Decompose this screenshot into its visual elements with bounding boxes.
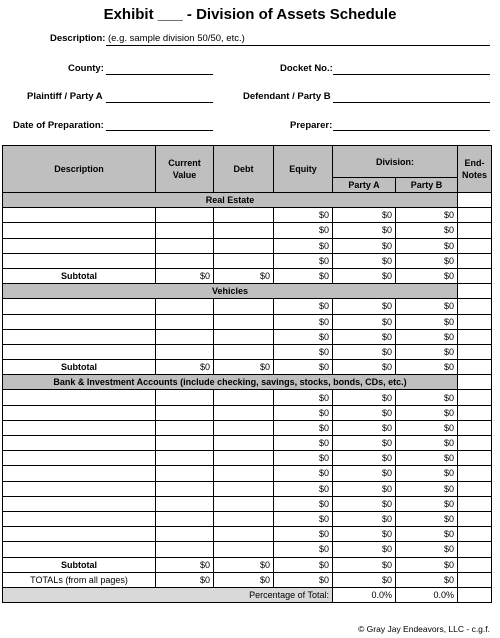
equity-cell: $0 [274, 527, 333, 542]
equity-cell: $0 [274, 314, 333, 329]
defendant-field[interactable] [333, 102, 490, 103]
endnote-cell[interactable] [458, 193, 492, 208]
party-b-cell: $0 [396, 542, 458, 557]
totals-row [3, 572, 492, 587]
debt-cell[interactable] [214, 511, 274, 526]
subtotal-equity: $0 [274, 360, 333, 375]
party-b-cell: $0 [396, 299, 458, 314]
description-cell[interactable] [3, 314, 156, 329]
endnote-cell[interactable] [458, 344, 492, 359]
party-b-cell: $0 [396, 496, 458, 511]
party-b-cell: $0 [396, 314, 458, 329]
equity-cell: $0 [274, 299, 333, 314]
percentage-row [3, 587, 492, 602]
section-title: Bank & Investment Accounts (include checking, savings, stocks, bonds, CDs, etc.) [3, 375, 458, 390]
assets-table [2, 145, 492, 603]
debt-cell[interactable] [214, 451, 274, 466]
endnote-cell[interactable] [458, 253, 492, 268]
header-party-a: Party A [333, 178, 396, 193]
endnote-cell[interactable] [458, 329, 492, 344]
table-row [3, 314, 492, 329]
subtotal-current-value: $0 [156, 557, 214, 572]
party-b-cell: $0 [396, 390, 458, 405]
party-b-cell: $0 [396, 223, 458, 238]
equity-cell: $0 [274, 329, 333, 344]
totals-current-value: $0 [156, 572, 214, 587]
description-line[interactable] [106, 45, 490, 46]
endnote-cell[interactable] [458, 238, 492, 253]
page-title: Exhibit ___ - Division of Assets Schedule [103, 6, 397, 23]
debt-cell[interactable] [214, 466, 274, 481]
subtotal-party-b: $0 [396, 557, 458, 572]
endnote-cell[interactable] [458, 405, 492, 420]
current-value-cell[interactable] [156, 329, 214, 344]
county-field[interactable] [106, 74, 213, 75]
party-b-cell: $0 [396, 527, 458, 542]
endnote-cell[interactable] [458, 390, 492, 405]
subtotal-party-b: $0 [396, 360, 458, 375]
endnote-cell[interactable] [458, 314, 492, 329]
subtotal-party-b: $0 [396, 268, 458, 283]
equity-cell: $0 [274, 511, 333, 526]
description-cell[interactable] [3, 238, 156, 253]
description-cell[interactable] [3, 542, 156, 557]
party-a-cell: $0 [333, 238, 396, 253]
party-a-cell: $0 [333, 542, 396, 557]
current-value-cell[interactable] [156, 542, 214, 557]
debt-cell[interactable] [214, 405, 274, 420]
debt-cell[interactable] [214, 436, 274, 451]
subtotal-debt: $0 [214, 360, 274, 375]
table-row [3, 405, 492, 420]
current-value-cell[interactable] [156, 420, 214, 435]
equity-cell: $0 [274, 420, 333, 435]
subtotal-current-value: $0 [156, 360, 214, 375]
debt-cell[interactable] [214, 542, 274, 557]
subtotal-debt: $0 [214, 268, 274, 283]
party-a-cell: $0 [333, 405, 396, 420]
endnote-cell[interactable] [458, 466, 492, 481]
equity-cell: $0 [274, 481, 333, 496]
copyright-footer: © Gray Jay Endeavors, LLC - c.g.f. [358, 624, 490, 634]
endnote-cell[interactable] [458, 451, 492, 466]
party-a-cell: $0 [333, 420, 396, 435]
party-b-cell: $0 [396, 253, 458, 268]
party-b-cell: $0 [396, 405, 458, 420]
table-row [3, 527, 492, 542]
description-cell[interactable] [3, 436, 156, 451]
equity-cell: $0 [274, 238, 333, 253]
subtotal-debt: $0 [214, 557, 274, 572]
party-a-cell: $0 [333, 390, 396, 405]
description-cell[interactable] [3, 344, 156, 359]
docket-label: Docket No.: [280, 63, 333, 74]
endnote-cell[interactable] [458, 299, 492, 314]
endnote-cell[interactable] [458, 360, 492, 375]
equity-cell: $0 [274, 496, 333, 511]
party-b-cell: $0 [396, 511, 458, 526]
totals-debt: $0 [214, 572, 274, 587]
defendant-label: Defendant / Party B [243, 91, 331, 102]
subtotal-row [3, 268, 492, 283]
totals-party-a: $0 [333, 572, 396, 587]
equity-cell: $0 [274, 542, 333, 557]
header-equity: Equity [274, 146, 333, 193]
subtotal-party-a: $0 [333, 360, 396, 375]
subtotal-row [3, 557, 492, 572]
description-cell[interactable] [3, 223, 156, 238]
percentage-label: Percentage of Total: [3, 587, 333, 602]
endnote-cell[interactable] [458, 420, 492, 435]
county-label: County: [68, 63, 104, 74]
debt-cell[interactable] [214, 481, 274, 496]
party-a-cell: $0 [333, 299, 396, 314]
subtotal-party-a: $0 [333, 557, 396, 572]
debt-cell[interactable] [214, 253, 274, 268]
description-value[interactable]: (e.g. sample division 50/50, etc.) [108, 33, 245, 44]
header-description: Description [3, 146, 156, 193]
party-a-cell: $0 [333, 329, 396, 344]
plaintiff-field[interactable] [106, 102, 213, 103]
totals-party-b: $0 [396, 572, 458, 587]
debt-cell[interactable] [214, 496, 274, 511]
party-a-cell: $0 [333, 314, 396, 329]
current-value-cell[interactable] [156, 466, 214, 481]
equity-cell: $0 [274, 344, 333, 359]
table-row [3, 253, 492, 268]
table-row [3, 542, 492, 557]
debt-cell[interactable] [214, 223, 274, 238]
table-row [3, 496, 492, 511]
current-value-cell[interactable] [156, 496, 214, 511]
current-value-cell[interactable] [156, 344, 214, 359]
plaintiff-label: Plaintiff / Party A [27, 91, 103, 102]
subtotal-label: Subtotal [3, 268, 156, 283]
endnote-cell[interactable] [458, 436, 492, 451]
section-title: Real Estate [3, 193, 458, 208]
party-a-cell: $0 [333, 223, 396, 238]
subtotal-equity: $0 [274, 557, 333, 572]
description-cell[interactable] [3, 329, 156, 344]
endnote-cell[interactable] [458, 375, 492, 390]
percentage-party-a: 0.0% [333, 587, 396, 602]
debt-cell[interactable] [214, 527, 274, 542]
endnote-cell[interactable] [458, 542, 492, 557]
description-cell[interactable] [3, 253, 156, 268]
table-row [3, 511, 492, 526]
party-a-cell: $0 [333, 511, 396, 526]
party-a-cell: $0 [333, 496, 396, 511]
description-cell[interactable] [3, 511, 156, 526]
party-a-cell: $0 [333, 344, 396, 359]
endnote-cell[interactable] [458, 223, 492, 238]
table-row [3, 208, 492, 223]
debt-cell[interactable] [214, 390, 274, 405]
subtotal-row [3, 360, 492, 375]
date-field[interactable] [106, 130, 213, 131]
party-b-cell: $0 [396, 208, 458, 223]
party-a-cell: $0 [333, 527, 396, 542]
header-debt: Debt [214, 146, 274, 193]
table-row [3, 238, 492, 253]
debt-cell[interactable] [214, 344, 274, 359]
party-b-cell: $0 [396, 238, 458, 253]
description-cell[interactable] [3, 299, 156, 314]
table-row [3, 299, 492, 314]
description-cell[interactable] [3, 405, 156, 420]
totals-label: TOTALs (from all pages) [3, 572, 156, 587]
preparer-label: Preparer: [290, 120, 333, 131]
endnote-cell[interactable] [458, 527, 492, 542]
date-label: Date of Preparation: [13, 120, 104, 131]
current-value-cell[interactable] [156, 451, 214, 466]
endnote-cell[interactable] [458, 268, 492, 283]
debt-cell[interactable] [214, 238, 274, 253]
description-cell[interactable] [3, 496, 156, 511]
endnote-cell[interactable] [458, 284, 492, 299]
table-row [3, 329, 492, 344]
party-a-cell: $0 [333, 451, 396, 466]
preparer-field[interactable] [333, 130, 490, 131]
table-row [3, 223, 492, 238]
current-value-cell[interactable] [156, 223, 214, 238]
party-a-cell: $0 [333, 208, 396, 223]
endnote-cell[interactable] [458, 511, 492, 526]
table-row [3, 436, 492, 451]
table-row [3, 420, 492, 435]
party-b-cell: $0 [396, 466, 458, 481]
equity-cell: $0 [274, 405, 333, 420]
party-b-cell: $0 [396, 436, 458, 451]
party-b-cell: $0 [396, 329, 458, 344]
party-a-cell: $0 [333, 253, 396, 268]
percentage-party-b: 0.0% [396, 587, 458, 602]
equity-cell: $0 [274, 466, 333, 481]
description-cell[interactable] [3, 390, 156, 405]
current-value-cell[interactable] [156, 390, 214, 405]
current-value-cell[interactable] [156, 527, 214, 542]
debt-cell[interactable] [214, 314, 274, 329]
section-header-row [3, 284, 492, 299]
description-cell[interactable] [3, 208, 156, 223]
header-party-b: Party B [396, 178, 458, 193]
section-header-row [3, 193, 492, 208]
debt-cell[interactable] [214, 420, 274, 435]
current-value-cell[interactable] [156, 299, 214, 314]
docket-field[interactable] [333, 74, 490, 75]
party-b-cell: $0 [396, 420, 458, 435]
subtotal-party-a: $0 [333, 268, 396, 283]
current-value-cell[interactable] [156, 511, 214, 526]
table-body [3, 193, 492, 603]
debt-cell[interactable] [214, 299, 274, 314]
current-value-cell[interactable] [156, 208, 214, 223]
debt-cell[interactable] [214, 208, 274, 223]
section-title: Vehicles [3, 284, 458, 299]
description-cell[interactable] [3, 527, 156, 542]
equity-cell: $0 [274, 253, 333, 268]
subtotal-label: Subtotal [3, 557, 156, 572]
equity-cell: $0 [274, 436, 333, 451]
current-value-cell[interactable] [156, 436, 214, 451]
endnote-cell[interactable] [458, 208, 492, 223]
debt-cell[interactable] [214, 329, 274, 344]
table-row [3, 481, 492, 496]
party-b-cell: $0 [396, 451, 458, 466]
table-row [3, 451, 492, 466]
endnote-cell[interactable] [458, 496, 492, 511]
table-row [3, 390, 492, 405]
current-value-cell[interactable] [156, 405, 214, 420]
header-current-value: Current Value [156, 146, 214, 193]
description-cell[interactable] [3, 420, 156, 435]
equity-cell: $0 [274, 223, 333, 238]
subtotal-current-value: $0 [156, 268, 214, 283]
totals-equity: $0 [274, 572, 333, 587]
party-b-cell: $0 [396, 344, 458, 359]
current-value-cell[interactable] [156, 314, 214, 329]
current-value-cell[interactable] [156, 238, 214, 253]
endnote-cell[interactable] [458, 572, 492, 587]
description-cell[interactable] [3, 481, 156, 496]
section-header-row [3, 375, 492, 390]
party-a-cell: $0 [333, 436, 396, 451]
description-cell[interactable] [3, 466, 156, 481]
endnote-cell[interactable] [458, 557, 492, 572]
description-label: Description: [50, 33, 106, 44]
endnote-cell[interactable] [458, 481, 492, 496]
table-row [3, 344, 492, 359]
equity-cell: $0 [274, 208, 333, 223]
subtotal-equity: $0 [274, 268, 333, 283]
party-a-cell: $0 [333, 481, 396, 496]
header-endnotes: End-Notes [458, 146, 492, 193]
party-a-cell: $0 [333, 466, 396, 481]
current-value-cell[interactable] [156, 253, 214, 268]
equity-cell: $0 [274, 451, 333, 466]
equity-cell: $0 [274, 390, 333, 405]
endnote-cell[interactable] [458, 587, 492, 602]
current-value-cell[interactable] [156, 481, 214, 496]
header-division: Division: [333, 146, 458, 178]
table-row [3, 466, 492, 481]
description-cell[interactable] [3, 451, 156, 466]
party-b-cell: $0 [396, 481, 458, 496]
subtotal-label: Subtotal [3, 360, 156, 375]
